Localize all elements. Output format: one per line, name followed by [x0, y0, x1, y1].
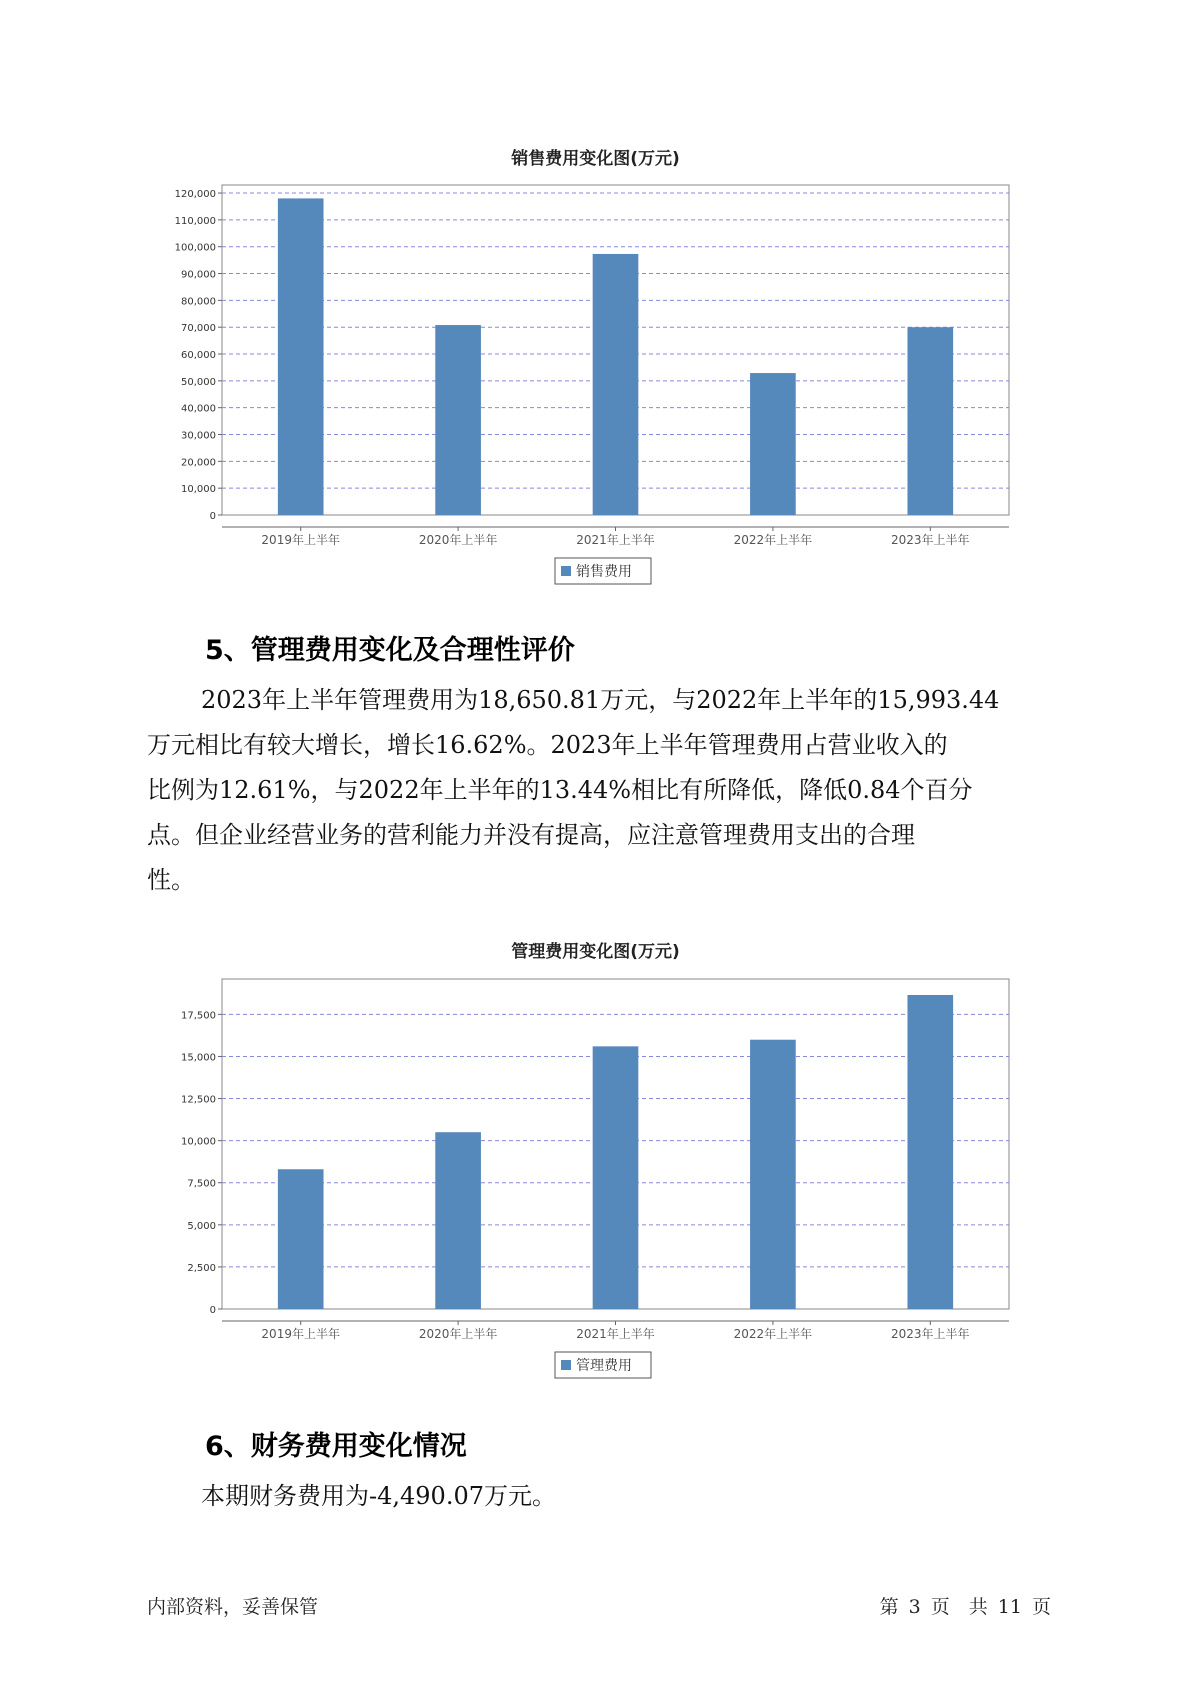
y-tick-label: 100,000 [174, 242, 216, 254]
y-tick-label: 110,000 [174, 215, 216, 227]
y-tick-label: 12,500 [181, 1094, 216, 1106]
legend-label: 销售费用 [576, 564, 632, 580]
bar [907, 327, 953, 515]
y-tick-label: 17,500 [181, 1010, 216, 1022]
y-tick-label: 90,000 [181, 269, 216, 281]
x-tick-label: 2019年上半年 [261, 1327, 340, 1341]
y-tick-label: 60,000 [181, 350, 216, 362]
x-tick-label: 2019年上半年 [261, 533, 340, 547]
legend-swatch [561, 566, 571, 576]
bar [907, 995, 953, 1309]
x-tick-label: 2023年上半年 [891, 533, 970, 547]
x-tick-label: 2021年上半年 [576, 533, 655, 547]
bar [278, 1169, 324, 1309]
bar [593, 254, 639, 515]
y-tick-label: 40,000 [181, 403, 216, 415]
y-tick-label: 10,000 [181, 484, 216, 496]
section5-line-5: 性。 [147, 866, 195, 894]
x-tick-label: 2022年上半年 [733, 1327, 813, 1341]
section5-line-1: 2023年上半年管理费用为18,650.81万元，与2022年上半年的15,993.44 [201, 686, 1000, 714]
section6-heading: 6、财务费用变化情况 [205, 1431, 467, 1462]
legend-swatch [561, 1360, 571, 1370]
legend [555, 1352, 651, 1378]
section6-line: 本期财务费用为-4,490.07万元。 [201, 1482, 556, 1510]
y-tick-label: 70,000 [181, 323, 216, 335]
y-tick-label: 0 [209, 511, 216, 522]
bar [278, 198, 324, 515]
legend-label: 管理费用 [576, 1358, 632, 1374]
x-tick-label: 2020年上半年 [418, 1327, 498, 1341]
y-tick-label: 30,000 [181, 430, 216, 442]
bar [750, 1040, 796, 1309]
section5-line-3: 比例为12.61%，与2022年上半年的13.44%相比有所降低，降低0.84个百分 [147, 776, 973, 804]
x-tick-label: 2021年上半年 [576, 1327, 655, 1341]
y-tick-label: 80,000 [181, 296, 216, 308]
x-tick-label: 2020年上半年 [418, 533, 498, 547]
section5-line-2: 万元相比有较大增长，增长16.62%。2023年上半年管理费用占营业收入的 [147, 731, 948, 759]
footer-page-number: 第 3 页 共 11 页 [879, 1596, 1051, 1618]
chart2-title: 管理费用变化图(万元) [511, 942, 680, 962]
sales-expense-chart [0, 170, 1191, 590]
bar [435, 325, 481, 515]
legend [555, 558, 651, 584]
y-tick-label: 20,000 [181, 457, 216, 469]
y-tick-label: 15,000 [181, 1052, 216, 1064]
y-tick-label: 10,000 [181, 1136, 216, 1148]
y-tick-label: 120,000 [174, 189, 216, 201]
x-tick-label: 2023年上半年 [891, 1327, 970, 1341]
bar [750, 373, 796, 515]
y-tick-label: 50,000 [181, 376, 216, 388]
chart1-title: 销售费用变化图(万元) [511, 149, 680, 169]
section5-heading: 5、管理费用变化及合理性评价 [205, 635, 575, 666]
section5-line-4: 点。但企业经营业务的营利能力并没有提高，应注意管理费用支出的合理 [147, 821, 915, 849]
x-tick-label: 2022年上半年 [733, 533, 813, 547]
y-tick-label: 5,000 [187, 1220, 216, 1232]
footer-confidential: 内部资料，妥善保管 [147, 1596, 319, 1618]
admin-expense-chart [0, 964, 1191, 1384]
y-tick-label: 7,500 [187, 1178, 216, 1190]
section6-paragraph [147, 1474, 1077, 1519]
section5-paragraph [147, 678, 1077, 903]
bar [435, 1132, 481, 1309]
y-tick-label: 0 [209, 1305, 216, 1316]
y-tick-label: 2,500 [187, 1262, 216, 1274]
bar [593, 1046, 639, 1309]
